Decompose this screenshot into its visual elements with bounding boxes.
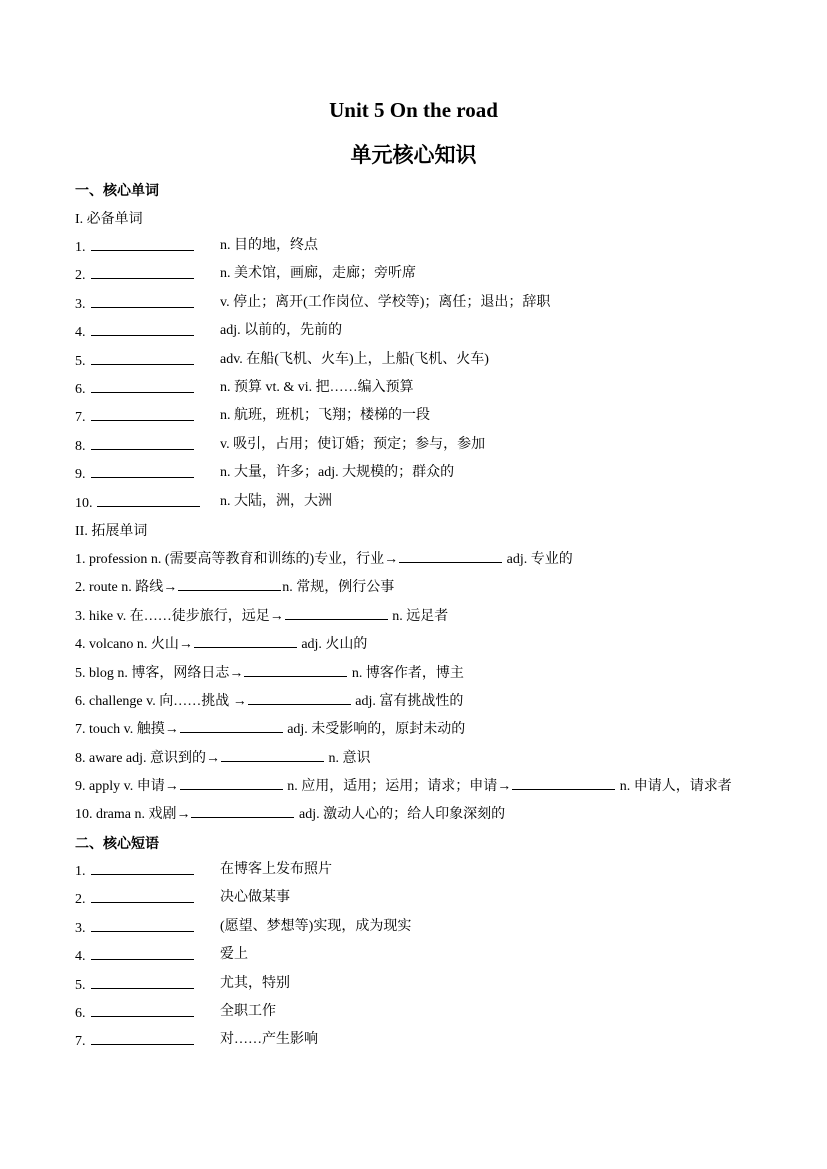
extended-word-item [75, 662, 464, 682]
extended-word-item [75, 605, 448, 625]
word-item [75, 293, 551, 313]
item-meaning: 爱上 [220, 947, 248, 962]
answer-blank[interactable] [91, 1030, 194, 1045]
answer-blank[interactable] [91, 463, 194, 478]
item-meaning: adj. 以前的，先前的 [220, 323, 343, 338]
answer-blank[interactable] [191, 803, 294, 818]
answer-blank[interactable] [178, 576, 281, 591]
item-meaning: n. 美术馆，画廊，走廊；旁听席 [220, 266, 416, 281]
item-prompt: 5. blog n. 博客，网络日志→ [75, 666, 244, 681]
unit-title: Unit 5 On the road [329, 98, 498, 122]
item-number: 4. [75, 949, 86, 964]
answer-blank[interactable] [180, 775, 283, 790]
item-answer-meaning: n. 远足者 [388, 609, 449, 624]
item-number: 2. [75, 268, 86, 283]
item-prompt: 9. apply v. 申请→ [75, 779, 179, 794]
item-prompt: 10. drama n. 戏剧→ [75, 807, 191, 822]
word-item [75, 492, 332, 512]
answer-blank[interactable] [91, 293, 194, 308]
section-core-phrases-heading: 二、核心短语 [75, 836, 159, 852]
phrase-item [75, 945, 248, 965]
answer-blank[interactable] [91, 406, 194, 421]
item-number: 8. [75, 439, 86, 454]
item-number: 7. [75, 410, 86, 425]
extended-word-item [75, 633, 367, 653]
item-meaning: n. 预算 vt. & vi. 把……编入预算 [220, 380, 414, 395]
item-number: 1. [75, 240, 86, 255]
answer-blank[interactable] [180, 718, 283, 733]
item-answer-meaning: adj. 富有挑战性的 [351, 694, 464, 709]
item-prompt: 6. challenge v. 向……挑战 → [75, 694, 247, 709]
item-prompt: 4. volcano n. 火山→ [75, 637, 193, 652]
extended-word-item [75, 690, 463, 710]
answer-blank[interactable] [248, 690, 351, 705]
answer-blank[interactable] [97, 492, 200, 507]
word-item [75, 236, 318, 256]
word-item [75, 378, 414, 398]
answer-blank[interactable] [91, 945, 194, 960]
answer-blank[interactable] [244, 662, 347, 677]
item-number: 9. [75, 467, 86, 482]
answer-blank[interactable] [91, 917, 194, 932]
answer-blank[interactable] [221, 747, 324, 762]
word-item [75, 406, 430, 426]
item-number: 1. [75, 864, 86, 879]
item-number: 6. [75, 382, 86, 397]
item-answer-meaning: adj. 未受影响的，原封未动的 [283, 722, 466, 737]
item-meaning: adv. 在船(飞机、火车)上，上船(飞机、火车) [220, 352, 489, 367]
answer-blank[interactable] [91, 264, 194, 279]
item-answer-meaning: n. 申请人，请求者 [616, 779, 732, 794]
item-prompt: 8. aware adj. 意识到的→ [75, 751, 221, 766]
extended-word-item [75, 548, 573, 568]
item-prompt: 7. touch v. 触摸→ [75, 722, 179, 737]
item-answer-meaning: n. 应用，适用；运用；请求；申请→ [283, 779, 512, 794]
item-number: 3. [75, 921, 86, 936]
item-meaning: 尤其，特别 [220, 976, 290, 991]
item-number: 2. [75, 892, 86, 907]
item-meaning: 决心做某事 [220, 890, 290, 905]
section-core-words-heading: 一、核心单词 [75, 183, 159, 199]
word-item [75, 435, 486, 455]
answer-blank[interactable] [91, 1002, 194, 1017]
item-prompt: 3. hike v. 在……徒步旅行，远足→ [75, 609, 284, 624]
answer-blank[interactable] [91, 860, 194, 875]
word-item [75, 264, 416, 284]
answer-blank[interactable] [91, 236, 194, 251]
phrase-item [75, 1030, 318, 1050]
item-meaning: 对……产生影响 [220, 1032, 318, 1047]
word-item [75, 321, 343, 341]
phrase-item [75, 1002, 276, 1022]
word-item [75, 350, 489, 370]
item-prompt: 1. profession n. (需要高等教育和训练的)专业，行业→ [75, 552, 399, 567]
item-answer-meaning: adj. 激动人心的；给人印象深刻的 [295, 807, 506, 822]
answer-blank[interactable] [194, 633, 297, 648]
item-meaning: n. 大量，许多；adj. 大规模的；群众的 [220, 465, 455, 480]
item-number: 10. [75, 496, 93, 511]
item-answer-meaning: n. 常规，例行公事 [282, 580, 395, 595]
answer-blank[interactable] [91, 435, 194, 450]
item-meaning: (愿望、梦想等)实现，成为现实 [220, 919, 412, 934]
item-meaning: n. 航班，班机；飞翔；楼梯的一段 [220, 408, 430, 423]
item-meaning: n. 目的地，终点 [220, 238, 318, 253]
extended-word-item [75, 747, 371, 767]
extended-word-item [75, 718, 465, 738]
item-meaning: n. 大陆，洲，大洲 [220, 494, 332, 509]
item-meaning: v. 停止；离开(工作岗位、学校等)；离任；退出；辞职 [220, 295, 551, 310]
item-answer-meaning: adj. 专业的 [503, 552, 573, 567]
item-number: 7. [75, 1034, 86, 1049]
answer-blank[interactable] [91, 378, 194, 393]
item-prompt: 2. route n. 路线→ [75, 580, 178, 595]
item-answer-meaning: n. 意识 [325, 751, 371, 766]
answer-blank[interactable] [91, 888, 194, 903]
answer-blank[interactable] [285, 605, 388, 620]
item-meaning: 在博客上发布照片 [220, 862, 332, 877]
extended-word-item [75, 775, 732, 795]
phrase-item [75, 888, 290, 908]
answer-blank[interactable] [512, 775, 615, 790]
item-number: 3. [75, 297, 86, 312]
item-number: 5. [75, 354, 86, 369]
item-meaning: 全职工作 [220, 1004, 276, 1019]
answer-blank[interactable] [91, 974, 194, 989]
item-meaning: v. 吸引，占用；使订婚；预定；参与，参加 [220, 437, 486, 452]
item-number: 6. [75, 1006, 86, 1021]
answer-blank[interactable] [91, 321, 194, 336]
item-answer-meaning: n. 博客作者，博主 [348, 666, 464, 681]
answer-blank[interactable] [399, 548, 502, 563]
part-required-words-heading: I. 必备单词 [75, 212, 143, 227]
page-subtitle: 单元核心知识 [350, 143, 477, 167]
extended-word-item [75, 803, 505, 823]
phrase-item [75, 860, 332, 880]
answer-blank[interactable] [91, 350, 194, 365]
phrase-item [75, 974, 290, 994]
item-number: 5. [75, 978, 86, 993]
word-item [75, 463, 455, 483]
part-extended-words-heading: II. 拓展单词 [75, 524, 148, 539]
item-number: 4. [75, 325, 86, 340]
phrase-item [75, 917, 412, 937]
extended-word-item [75, 576, 394, 596]
item-answer-meaning: adj. 火山的 [297, 637, 368, 652]
